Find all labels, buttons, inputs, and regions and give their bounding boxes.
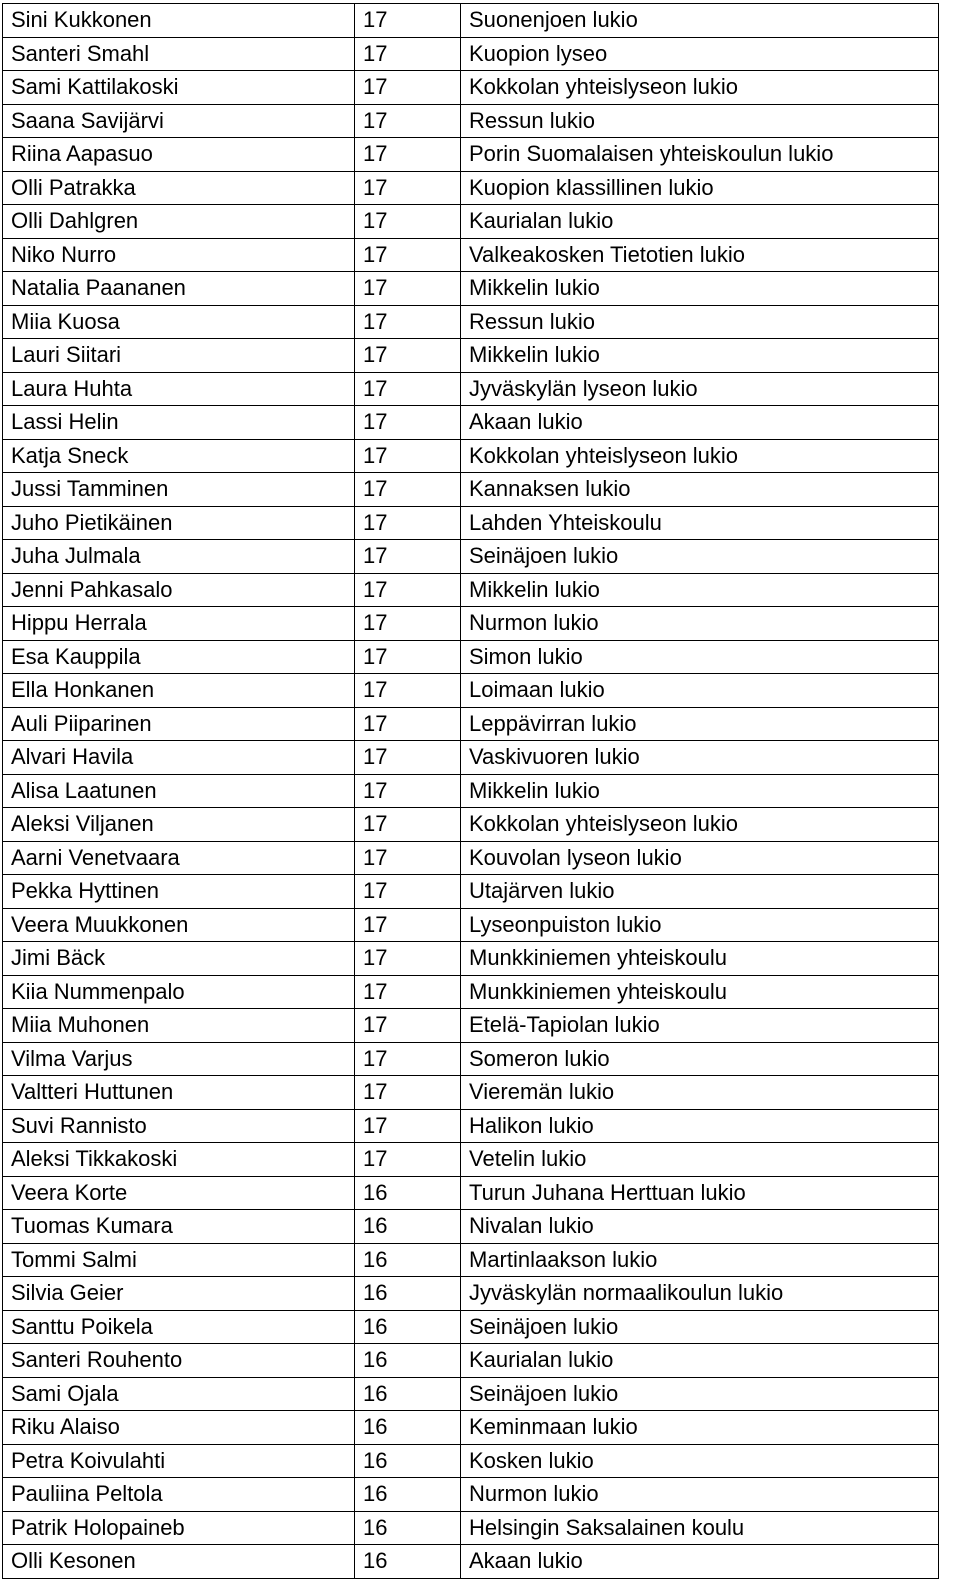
results-table [2, 3, 939, 1579]
school-cell: Turun Juhana Herttuan lukio [461, 1176, 939, 1210]
score-cell: 17 [355, 573, 461, 607]
name-cell: Niko Nurro [3, 238, 355, 272]
name-cell: Katja Sneck [3, 439, 355, 473]
school-cell: Akaan lukio [461, 1545, 939, 1579]
score-cell: 16 [355, 1176, 461, 1210]
name-cell: Saana Savijärvi [3, 104, 355, 138]
name-cell: Aarni Venetvaara [3, 841, 355, 875]
table-row [3, 205, 939, 239]
name-cell: Riina Aapasuo [3, 138, 355, 172]
score-cell: 17 [355, 205, 461, 239]
score-cell: 17 [355, 741, 461, 775]
school-cell: Munkkiniemen yhteiskoulu [461, 942, 939, 976]
score-cell: 17 [355, 875, 461, 909]
table-row [3, 1478, 939, 1512]
table-row [3, 439, 939, 473]
table-row [3, 674, 939, 708]
table-row [3, 1210, 939, 1244]
name-cell: Santeri Rouhento [3, 1344, 355, 1378]
school-cell: Kosken lukio [461, 1444, 939, 1478]
score-cell: 16 [355, 1344, 461, 1378]
score-cell: 16 [355, 1210, 461, 1244]
name-cell: Esa Kauppila [3, 640, 355, 674]
score-cell: 17 [355, 908, 461, 942]
table-row [3, 1009, 939, 1043]
name-cell: Sami Ojala [3, 1377, 355, 1411]
school-cell: Valkeakosken Tietotien lukio [461, 238, 939, 272]
score-cell: 17 [355, 272, 461, 306]
score-cell: 17 [355, 1143, 461, 1177]
school-cell: Someron lukio [461, 1042, 939, 1076]
score-cell: 17 [355, 71, 461, 105]
score-cell: 17 [355, 4, 461, 38]
score-cell: 16 [355, 1411, 461, 1445]
school-cell: Kuopion klassillinen lukio [461, 171, 939, 205]
score-cell: 17 [355, 1076, 461, 1110]
score-cell: 17 [355, 339, 461, 373]
school-cell: Kaurialan lukio [461, 205, 939, 239]
table-row [3, 1143, 939, 1177]
table-row [3, 640, 939, 674]
score-cell: 16 [355, 1243, 461, 1277]
name-cell: Natalia Paananen [3, 272, 355, 306]
score-cell: 17 [355, 171, 461, 205]
table-row [3, 808, 939, 842]
school-cell: Porin Suomalaisen yhteiskoulun lukio [461, 138, 939, 172]
name-cell: Pauliina Peltola [3, 1478, 355, 1512]
school-cell: Kokkolan yhteislyseon lukio [461, 808, 939, 842]
score-cell: 17 [355, 506, 461, 540]
name-cell: Kiia Nummenpalo [3, 975, 355, 1009]
score-cell: 17 [355, 975, 461, 1009]
score-cell: 17 [355, 305, 461, 339]
name-cell: Valtteri Huttunen [3, 1076, 355, 1110]
name-cell: Riku Alaiso [3, 1411, 355, 1445]
score-cell: 17 [355, 540, 461, 574]
school-cell: Akaan lukio [461, 406, 939, 440]
table-row [3, 741, 939, 775]
table-row [3, 339, 939, 373]
school-cell: Kuopion lyseo [461, 37, 939, 71]
table-row [3, 942, 939, 976]
name-cell: Auli Piiparinen [3, 707, 355, 741]
score-cell: 17 [355, 674, 461, 708]
school-cell: Vieremän lukio [461, 1076, 939, 1110]
name-cell: Olli Patrakka [3, 171, 355, 205]
score-cell: 17 [355, 238, 461, 272]
table-row [3, 1076, 939, 1110]
name-cell: Suvi Rannisto [3, 1109, 355, 1143]
score-cell: 16 [355, 1545, 461, 1579]
table-row [3, 1511, 939, 1545]
score-cell: 17 [355, 37, 461, 71]
school-cell: Leppävirran lukio [461, 707, 939, 741]
score-cell: 17 [355, 1009, 461, 1043]
score-cell: 16 [355, 1277, 461, 1311]
school-cell: Mikkelin lukio [461, 272, 939, 306]
school-cell: Ressun lukio [461, 104, 939, 138]
score-cell: 16 [355, 1444, 461, 1478]
name-cell: Sini Kukkonen [3, 4, 355, 38]
school-cell: Vetelin lukio [461, 1143, 939, 1177]
name-cell: Jussi Tamminen [3, 473, 355, 507]
table-row [3, 707, 939, 741]
table-row [3, 1377, 939, 1411]
name-cell: Tommi Salmi [3, 1243, 355, 1277]
score-cell: 17 [355, 372, 461, 406]
name-cell: Alvari Havila [3, 741, 355, 775]
table-body [3, 4, 939, 1579]
school-cell: Mikkelin lukio [461, 774, 939, 808]
name-cell: Sami Kattilakoski [3, 71, 355, 105]
score-cell: 17 [355, 439, 461, 473]
school-cell: Ressun lukio [461, 305, 939, 339]
school-cell: Kaurialan lukio [461, 1344, 939, 1378]
table-row [3, 1243, 939, 1277]
name-cell: Aleksi Tikkakoski [3, 1143, 355, 1177]
school-cell: Keminmaan lukio [461, 1411, 939, 1445]
school-cell: Nurmon lukio [461, 607, 939, 641]
name-cell: Lauri Siitari [3, 339, 355, 373]
school-cell: Loimaan lukio [461, 674, 939, 708]
name-cell: Patrik Holopaineb [3, 1511, 355, 1545]
school-cell: Halikon lukio [461, 1109, 939, 1143]
name-cell: Olli Kesonen [3, 1545, 355, 1579]
score-cell: 17 [355, 841, 461, 875]
school-cell: Munkkiniemen yhteiskoulu [461, 975, 939, 1009]
score-cell: 17 [355, 1109, 461, 1143]
name-cell: Alisa Laatunen [3, 774, 355, 808]
table-row [3, 37, 939, 71]
school-cell: Etelä-Tapiolan lukio [461, 1009, 939, 1043]
name-cell: Petra Koivulahti [3, 1444, 355, 1478]
school-cell: Jyväskylän lyseon lukio [461, 372, 939, 406]
school-cell: Seinäjoen lukio [461, 1377, 939, 1411]
school-cell: Lyseonpuiston lukio [461, 908, 939, 942]
name-cell: Juha Julmala [3, 540, 355, 574]
table-row [3, 908, 939, 942]
name-cell: Tuomas Kumara [3, 1210, 355, 1244]
table-row [3, 1344, 939, 1378]
table-row [3, 104, 939, 138]
score-cell: 17 [355, 774, 461, 808]
school-cell: Utajärven lukio [461, 875, 939, 909]
score-cell: 16 [355, 1310, 461, 1344]
school-cell: Mikkelin lukio [461, 339, 939, 373]
school-cell: Seinäjoen lukio [461, 540, 939, 574]
school-cell: Lahden Yhteiskoulu [461, 506, 939, 540]
school-cell: Kannaksen lukio [461, 473, 939, 507]
score-cell: 17 [355, 942, 461, 976]
table-row [3, 975, 939, 1009]
table-row [3, 238, 939, 272]
table-row [3, 607, 939, 641]
school-cell: Seinäjoen lukio [461, 1310, 939, 1344]
name-cell: Jenni Pahkasalo [3, 573, 355, 607]
name-cell: Laura Huhta [3, 372, 355, 406]
table-row [3, 1277, 939, 1311]
table-row [3, 473, 939, 507]
table-row [3, 4, 939, 38]
name-cell: Vilma Varjus [3, 1042, 355, 1076]
table-row [3, 171, 939, 205]
table-row [3, 1444, 939, 1478]
name-cell: Lassi Helin [3, 406, 355, 440]
table-row [3, 138, 939, 172]
school-cell: Mikkelin lukio [461, 573, 939, 607]
score-cell: 17 [355, 808, 461, 842]
score-cell: 17 [355, 707, 461, 741]
name-cell: Miia Kuosa [3, 305, 355, 339]
table-row [3, 71, 939, 105]
score-cell: 16 [355, 1511, 461, 1545]
score-cell: 16 [355, 1478, 461, 1512]
table-row [3, 1545, 939, 1579]
table-row [3, 1176, 939, 1210]
table-row [3, 573, 939, 607]
name-cell: Pekka Hyttinen [3, 875, 355, 909]
name-cell: Juho Pietikäinen [3, 506, 355, 540]
school-cell: Jyväskylän normaalikoulun lukio [461, 1277, 939, 1311]
table-row [3, 1109, 939, 1143]
school-cell: Kouvolan lyseon lukio [461, 841, 939, 875]
score-cell: 17 [355, 607, 461, 641]
name-cell: Aleksi Viljanen [3, 808, 355, 842]
table-row [3, 372, 939, 406]
score-cell: 17 [355, 473, 461, 507]
table-row [3, 305, 939, 339]
name-cell: Santeri Smahl [3, 37, 355, 71]
score-cell: 17 [355, 104, 461, 138]
score-cell: 17 [355, 640, 461, 674]
name-cell: Veera Muukkonen [3, 908, 355, 942]
name-cell: Miia Muhonen [3, 1009, 355, 1043]
score-cell: 17 [355, 138, 461, 172]
name-cell: Ella Honkanen [3, 674, 355, 708]
school-cell: Vaskivuoren lukio [461, 741, 939, 775]
table-row [3, 540, 939, 574]
name-cell: Hippu Herrala [3, 607, 355, 641]
school-cell: Simon lukio [461, 640, 939, 674]
school-cell: Kokkolan yhteislyseon lukio [461, 71, 939, 105]
table-row [3, 1411, 939, 1445]
table-row [3, 841, 939, 875]
score-cell: 16 [355, 1377, 461, 1411]
table-row [3, 1042, 939, 1076]
table-row [3, 406, 939, 440]
name-cell: Veera Korte [3, 1176, 355, 1210]
name-cell: Silvia Geier [3, 1277, 355, 1311]
school-cell: Suonenjoen lukio [461, 4, 939, 38]
table-row [3, 774, 939, 808]
name-cell: Olli Dahlgren [3, 205, 355, 239]
school-cell: Nivalan lukio [461, 1210, 939, 1244]
name-cell: Santtu Poikela [3, 1310, 355, 1344]
school-cell: Helsingin Saksalainen koulu [461, 1511, 939, 1545]
table-row [3, 272, 939, 306]
table-row [3, 1310, 939, 1344]
table-row [3, 506, 939, 540]
school-cell: Kokkolan yhteislyseon lukio [461, 439, 939, 473]
name-cell: Jimi Bäck [3, 942, 355, 976]
school-cell: Nurmon lukio [461, 1478, 939, 1512]
school-cell: Martinlaakson lukio [461, 1243, 939, 1277]
score-cell: 17 [355, 1042, 461, 1076]
table-row [3, 875, 939, 909]
score-cell: 17 [355, 406, 461, 440]
